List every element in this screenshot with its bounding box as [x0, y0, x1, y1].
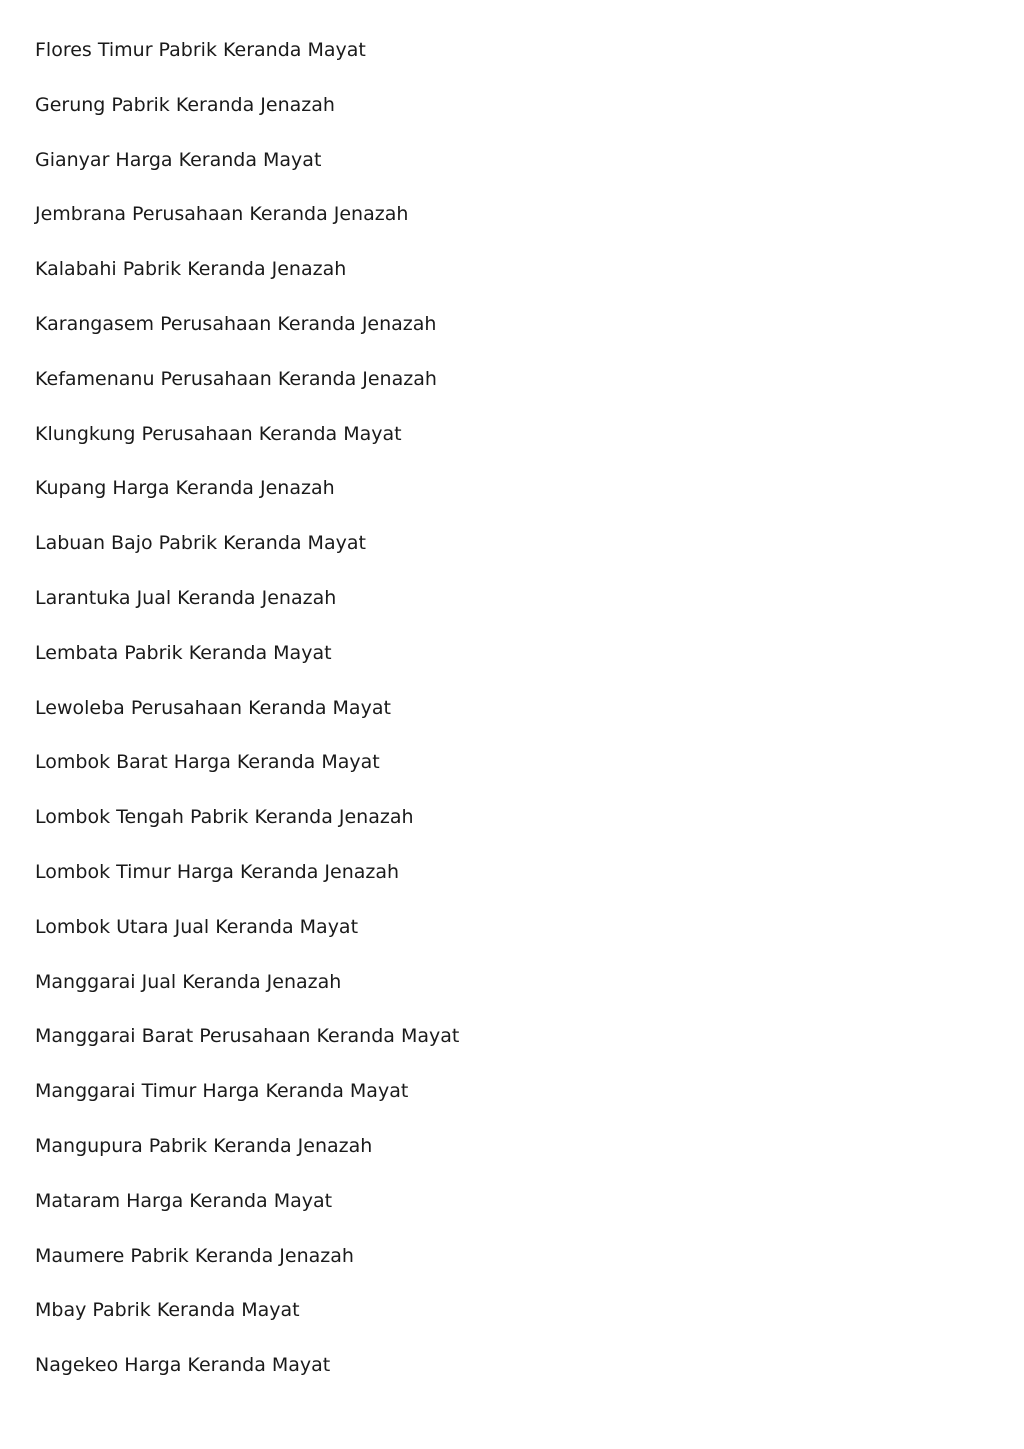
list-item: Kupang Harga Keranda Jenazah — [35, 477, 335, 500]
list-item: Lombok Barat Harga Keranda Mayat — [35, 751, 380, 774]
list-item: Lewoleba Perusahaan Keranda Mayat — [35, 696, 391, 719]
list-item: Manggarai Timur Harga Keranda Mayat — [35, 1080, 409, 1103]
list-item: Gerung Pabrik Keranda Jenazah — [35, 93, 335, 116]
list-item: Manggarai Jual Keranda Jenazah — [35, 970, 342, 993]
list-item: Mangupura Pabrik Keranda Jenazah — [35, 1134, 373, 1157]
list-item: Kefamenanu Perusahaan Keranda Jenazah — [35, 367, 437, 390]
list-item: Mbay Pabrik Keranda Mayat — [35, 1299, 300, 1322]
list-item: Kalabahi Pabrik Keranda Jenazah — [35, 258, 347, 281]
list-item: Lombok Tengah Pabrik Keranda Jenazah — [35, 806, 414, 829]
list-item: Nagekeo Harga Keranda Mayat — [35, 1354, 331, 1377]
list-item: Lombok Timur Harga Keranda Jenazah — [35, 860, 400, 883]
document-list — [35, 36, 459, 1406]
list-item: Lombok Utara Jual Keranda Mayat — [35, 915, 359, 938]
list-item: Larantuka Jual Keranda Jenazah — [35, 586, 337, 609]
list-item: Karangasem Perusahaan Keranda Jenazah — [35, 312, 437, 335]
list-item: Maumere Pabrik Keranda Jenazah — [35, 1244, 354, 1267]
list-item: Jembrana Perusahaan Keranda Jenazah — [35, 203, 409, 226]
list-item: Flores Timur Pabrik Keranda Mayat — [35, 39, 366, 61]
list-item: Gianyar Harga Keranda Mayat — [35, 148, 322, 171]
list-item: Mataram Harga Keranda Mayat — [35, 1189, 333, 1212]
list-item: Klungkung Perusahaan Keranda Mayat — [35, 422, 402, 445]
list-item: Labuan Bajo Pabrik Keranda Mayat — [35, 532, 366, 555]
list-item: Manggarai Barat Perusahaan Keranda Mayat — [35, 1025, 460, 1048]
list-item: Lembata Pabrik Keranda Mayat — [35, 641, 332, 664]
